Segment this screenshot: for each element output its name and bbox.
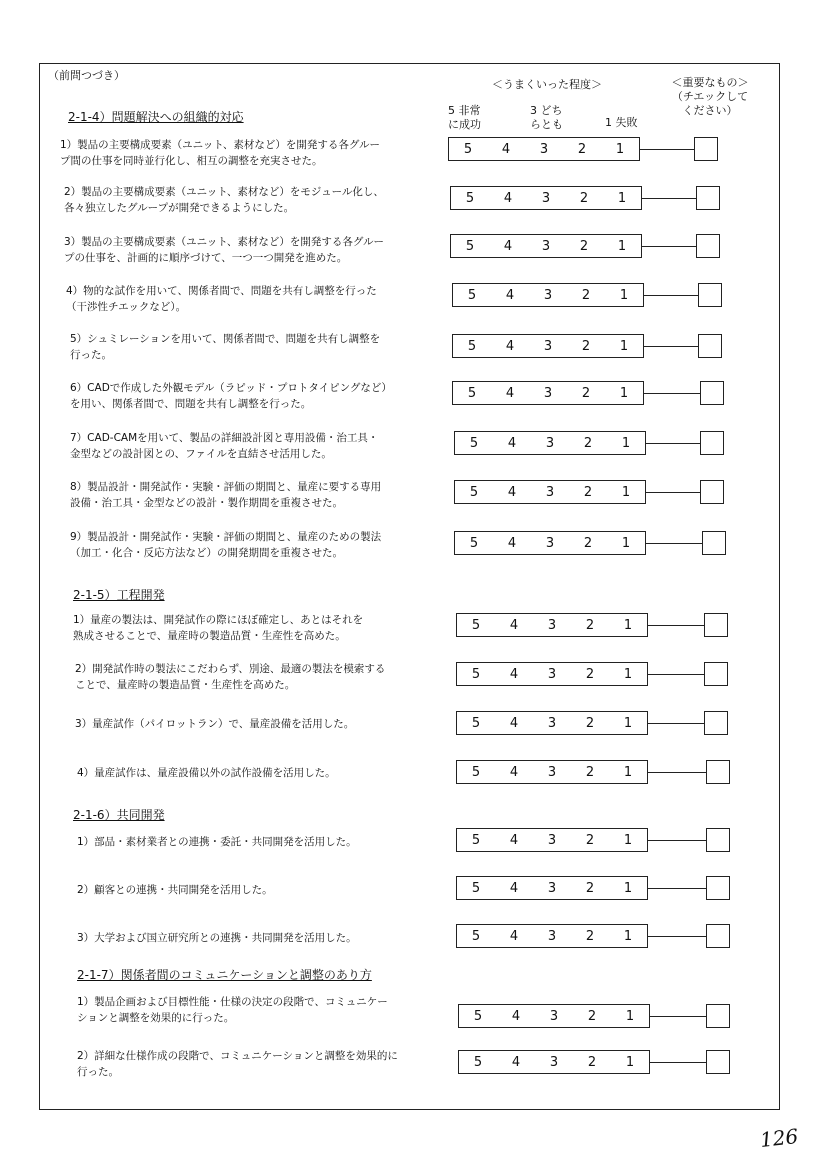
rating-option[interactable]: 4: [507, 435, 517, 451]
rating-option[interactable]: 3: [547, 764, 557, 780]
question-line: 熟成させることで、量産時の製造品質・生産性を高めた。: [73, 630, 346, 642]
importance-header: [660, 76, 760, 118]
question-line: 1）部品・素材業者との連携・委託・共同開発を活用した。: [77, 836, 357, 848]
rating-option[interactable]: 2: [583, 535, 593, 551]
continuation-note: （前問つづき）: [48, 69, 125, 82]
rating-option[interactable]: 2: [583, 435, 593, 451]
rating-scale[interactable]: [450, 234, 642, 258]
rating-option[interactable]: 1: [621, 484, 631, 500]
connector-line: [648, 625, 704, 626]
rating-option[interactable]: 4: [509, 764, 519, 780]
question-line: 3）量産試作（パイロットラン）で、量産設備を活用した。: [75, 718, 355, 730]
scale-label-3: [530, 104, 563, 132]
importance-header-line: （チエックして: [671, 90, 749, 103]
importance-checkbox[interactable]: [694, 137, 718, 161]
rating-option[interactable]: 2: [581, 338, 591, 354]
rating-option[interactable]: 2: [585, 832, 595, 848]
scale-label-line: 3 どち: [530, 104, 563, 117]
rating-option[interactable]: 4: [503, 190, 513, 206]
rating-option[interactable]: 4: [507, 535, 517, 551]
question-text: [77, 1048, 467, 1080]
rating-option[interactable]: 5: [465, 238, 475, 254]
rating-scale[interactable]: [456, 613, 648, 637]
scale-title: ＜うまくいった程度＞: [492, 78, 602, 91]
connector-line: [648, 772, 706, 773]
rating-option[interactable]: 5: [469, 435, 479, 451]
rating-option[interactable]: 5: [473, 1054, 483, 1070]
scale-label-line: らとも: [530, 118, 563, 131]
section-title: 2-1-7）関係者間のコミュニケーションと調整のあり方: [77, 968, 372, 982]
importance-header-line: ＜重要なもの＞: [671, 76, 749, 89]
importance-checkbox[interactable]: [706, 924, 730, 948]
rating-option[interactable]: 2: [585, 715, 595, 731]
question-line: を用い、関係者間で、問題を共有し調整を行った。: [70, 398, 312, 410]
section-title: 2-1-5）工程開発: [73, 588, 165, 602]
question-text: [70, 380, 460, 412]
rating-option[interactable]: 4: [507, 484, 517, 500]
question-text: [75, 661, 465, 693]
rating-option[interactable]: 4: [509, 928, 519, 944]
rating-option[interactable]: 5: [471, 928, 481, 944]
rating-option[interactable]: 5: [467, 385, 477, 401]
rating-scale[interactable]: [458, 1050, 650, 1074]
rating-option[interactable]: 5: [463, 141, 473, 157]
question-text: [64, 184, 454, 216]
rating-option[interactable]: 2: [585, 880, 595, 896]
rating-option[interactable]: 5: [471, 617, 481, 633]
rating-scale[interactable]: [456, 828, 648, 852]
importance-checkbox[interactable]: [700, 480, 724, 504]
connector-line: [650, 1062, 706, 1063]
rating-option[interactable]: 3: [547, 832, 557, 848]
question-line: 行った。: [70, 349, 112, 361]
rating-option[interactable]: 2: [585, 928, 595, 944]
rating-option[interactable]: 3: [549, 1008, 559, 1024]
question-line: プ間の仕事を同時並行化し、相互の調整を充実させた。: [60, 155, 323, 167]
question-line: 2）詳細な仕様作成の段階で、コミュニケーションと調整を効果的に: [77, 1050, 398, 1062]
rating-option[interactable]: 1: [625, 1008, 635, 1024]
question-line: 1）製品の主要構成要素（ユニット、素材など）を開発する各グルー: [60, 139, 380, 151]
rating-option[interactable]: 5: [469, 535, 479, 551]
rating-option[interactable]: 5: [471, 880, 481, 896]
question-text: [64, 234, 454, 266]
rating-scale[interactable]: [456, 876, 648, 900]
rating-option[interactable]: 1: [619, 287, 629, 303]
importance-checkbox[interactable]: [706, 1050, 730, 1074]
question-line: 設備・治工具・金型などの設計・製作期間を重複させた。: [70, 497, 343, 509]
scale-label-line: に成功: [448, 118, 481, 131]
rating-scale[interactable]: [452, 381, 644, 405]
question-line: 2）製品の主要構成要素（ユニット、素材など）をモジュール化し、: [64, 186, 384, 198]
scale-label-line: 5 非常: [448, 104, 481, 117]
rating-option[interactable]: 5: [471, 666, 481, 682]
question-text: [77, 994, 467, 1026]
importance-checkbox[interactable]: [706, 876, 730, 900]
rating-option[interactable]: 1: [617, 190, 627, 206]
rating-scale[interactable]: [456, 924, 648, 948]
question-line: （干渉性チエックなど）。: [66, 301, 187, 313]
question-line: 7）CAD-CAMを用いて、製品の詳細設計図と専用設備・治工具・: [70, 432, 379, 444]
question-line: 各々独立したグループが開発できるようにした。: [64, 202, 295, 214]
rating-option[interactable]: 5: [473, 1008, 483, 1024]
rating-scale[interactable]: [452, 283, 644, 307]
connector-line: [644, 346, 698, 347]
question-line: ションと調整を効果的に行った。: [77, 1012, 235, 1024]
connector-line: [642, 246, 696, 247]
rating-option[interactable]: 1: [621, 435, 631, 451]
importance-checkbox[interactable]: [700, 381, 724, 405]
connector-line: [648, 888, 706, 889]
rating-option[interactable]: 3: [543, 338, 553, 354]
rating-option[interactable]: 1: [623, 666, 633, 682]
rating-scale[interactable]: [448, 137, 640, 161]
section-title: 2-1-6）共同開発: [73, 808, 165, 822]
rating-option[interactable]: 4: [509, 832, 519, 848]
importance-checkbox[interactable]: [706, 1004, 730, 1028]
rating-option[interactable]: 2: [579, 238, 589, 254]
rating-option[interactable]: 3: [543, 385, 553, 401]
question-line: 2）開発試作時の製法にこだわらず、別途、最適の製法を模索する: [75, 663, 386, 675]
connector-line: [642, 198, 696, 199]
section-title: 2-1-4）問題解決への組織的対応: [68, 110, 244, 124]
rating-option[interactable]: 3: [547, 715, 557, 731]
rating-option[interactable]: 3: [547, 928, 557, 944]
rating-scale[interactable]: [454, 480, 646, 504]
rating-option[interactable]: 4: [509, 715, 519, 731]
rating-option[interactable]: 1: [625, 1054, 635, 1070]
question-line: 1）製品企画および目標性能・仕様の決定の段階で、コミュニケー: [77, 996, 388, 1008]
question-line: プの仕事を、計画的に順序づけて、一つ一つ開発を進めた。: [64, 252, 348, 264]
rating-option[interactable]: 3: [543, 287, 553, 303]
connector-line: [646, 443, 700, 444]
rating-scale[interactable]: [456, 662, 648, 686]
connector-line: [644, 393, 700, 394]
rating-option[interactable]: 3: [539, 141, 549, 157]
rating-option[interactable]: 5: [471, 715, 481, 731]
rating-option[interactable]: 2: [587, 1054, 597, 1070]
rating-option[interactable]: 2: [585, 617, 595, 633]
rating-option[interactable]: 4: [503, 238, 513, 254]
importance-checkbox[interactable]: [698, 334, 722, 358]
rating-option[interactable]: 5: [469, 484, 479, 500]
importance-checkbox[interactable]: [706, 760, 730, 784]
importance-checkbox[interactable]: [702, 531, 726, 555]
question-line: （加工・化合・反応方法など）の開発期間を重複させた。: [70, 547, 343, 559]
connector-line: [648, 840, 706, 841]
rating-option[interactable]: 1: [619, 338, 629, 354]
importance-checkbox[interactable]: [698, 283, 722, 307]
importance-checkbox[interactable]: [700, 431, 724, 455]
question-line: ことで、量産時の製造品質・生産性を高めた。: [75, 679, 296, 691]
importance-checkbox[interactable]: [704, 662, 728, 686]
rating-option[interactable]: 1: [623, 764, 633, 780]
question-line: 3）製品の主要構成要素（ユニット、素材など）を開発する各グルー: [64, 236, 384, 248]
rating-option[interactable]: 3: [541, 238, 551, 254]
rating-option[interactable]: 5: [465, 190, 475, 206]
rating-scale[interactable]: [450, 186, 642, 210]
question-text: [70, 430, 460, 462]
question-line: 2）顧客との連携・共同開発を活用した。: [77, 884, 273, 896]
rating-scale[interactable]: [456, 760, 648, 784]
rating-option[interactable]: 2: [585, 666, 595, 682]
importance-checkbox[interactable]: [696, 234, 720, 258]
rating-option[interactable]: 4: [509, 617, 519, 633]
question-line: 8）製品設計・開発試作・実験・評価の期間と、量産に要する専用: [70, 481, 382, 493]
rating-option[interactable]: 1: [623, 928, 633, 944]
question-text: [70, 331, 460, 363]
connector-line: [646, 543, 702, 544]
question-text: [77, 930, 467, 946]
connector-line: [650, 1016, 706, 1017]
rating-option[interactable]: 1: [617, 238, 627, 254]
question-text: [66, 283, 456, 315]
rating-option[interactable]: 1: [623, 832, 633, 848]
rating-option[interactable]: 5: [471, 832, 481, 848]
rating-option[interactable]: 3: [549, 1054, 559, 1070]
rating-option[interactable]: 4: [511, 1008, 521, 1024]
rating-option[interactable]: 1: [623, 880, 633, 896]
importance-checkbox[interactable]: [704, 613, 728, 637]
rating-scale[interactable]: [452, 334, 644, 358]
question-text: [70, 529, 460, 561]
rating-option[interactable]: 1: [619, 385, 629, 401]
question-line: 行った。: [77, 1066, 119, 1078]
rating-option[interactable]: 4: [509, 666, 519, 682]
rating-option[interactable]: 1: [623, 715, 633, 731]
rating-option[interactable]: 5: [467, 287, 477, 303]
connector-line: [644, 295, 698, 296]
rating-option[interactable]: 2: [587, 1008, 597, 1024]
rating-scale[interactable]: [454, 531, 646, 555]
rating-option[interactable]: 2: [585, 764, 595, 780]
rating-option[interactable]: 4: [501, 141, 511, 157]
rating-option[interactable]: 4: [505, 338, 515, 354]
question-line: 4）量産試作は、量産設備以外の試作設備を活用した。: [77, 767, 336, 779]
rating-scale[interactable]: [458, 1004, 650, 1028]
question-text: [77, 882, 467, 898]
rating-option[interactable]: 4: [511, 1054, 521, 1070]
rating-option[interactable]: 3: [547, 880, 557, 896]
rating-option[interactable]: 3: [545, 535, 555, 551]
rating-scale[interactable]: [454, 431, 646, 455]
rating-option[interactable]: 2: [581, 385, 591, 401]
connector-line: [648, 723, 704, 724]
question-line: 9）製品設計・開発試作・実験・評価の期間と、量産のための製法: [70, 531, 382, 543]
scale-label-1: 1 失敗: [605, 116, 638, 129]
rating-option[interactable]: 1: [623, 617, 633, 633]
rating-option[interactable]: 3: [547, 617, 557, 633]
question-line: 金型などの設計図との、ファイルを直結させ活用した。: [70, 448, 332, 460]
rating-option[interactable]: 4: [505, 287, 515, 303]
importance-checkbox[interactable]: [696, 186, 720, 210]
rating-option[interactable]: 3: [545, 435, 555, 451]
question-text: [60, 137, 450, 169]
question-text: [77, 834, 467, 850]
rating-option[interactable]: 3: [541, 190, 551, 206]
connector-line: [646, 492, 700, 493]
rating-option[interactable]: 2: [581, 287, 591, 303]
rating-scale[interactable]: [456, 711, 648, 735]
scale-label-5: [448, 104, 481, 132]
question-text: [75, 716, 465, 732]
importance-header-line: ください）: [682, 104, 738, 117]
connector-line: [648, 674, 704, 675]
rating-option[interactable]: 3: [545, 484, 555, 500]
question-line: 6）CADで作成した外観モデル（ラピッド・プロトタイピングなど）: [70, 382, 392, 394]
question-text: [70, 479, 460, 511]
question-line: 4）物的な試作を用いて、関係者間で、問題を共有し調整を行った: [66, 285, 377, 297]
rating-option[interactable]: 5: [471, 764, 481, 780]
rating-option[interactable]: 3: [547, 666, 557, 682]
rating-option[interactable]: 2: [583, 484, 593, 500]
question-text: [73, 612, 463, 644]
rating-option[interactable]: 2: [577, 141, 587, 157]
page-number: 126: [758, 1124, 800, 1152]
question-line: 3）大学および国立研究所との連携・共同開発を活用した。: [77, 932, 357, 944]
rating-option[interactable]: 2: [579, 190, 589, 206]
question-line: 1）量産の製法は、開発試作の際にほぼ確定し、あとはそれを: [73, 614, 364, 626]
question-line: 5）シュミレーションを用いて、関係者間で、問題を共有し調整を: [70, 333, 381, 345]
importance-checkbox[interactable]: [704, 711, 728, 735]
rating-option[interactable]: 4: [509, 880, 519, 896]
rating-option[interactable]: 5: [467, 338, 477, 354]
rating-option[interactable]: 1: [621, 535, 631, 551]
question-text: [77, 765, 467, 781]
connector-line: [648, 936, 706, 937]
rating-option[interactable]: 1: [615, 141, 625, 157]
importance-checkbox[interactable]: [706, 828, 730, 852]
connector-line: [640, 149, 694, 150]
rating-option[interactable]: 4: [505, 385, 515, 401]
